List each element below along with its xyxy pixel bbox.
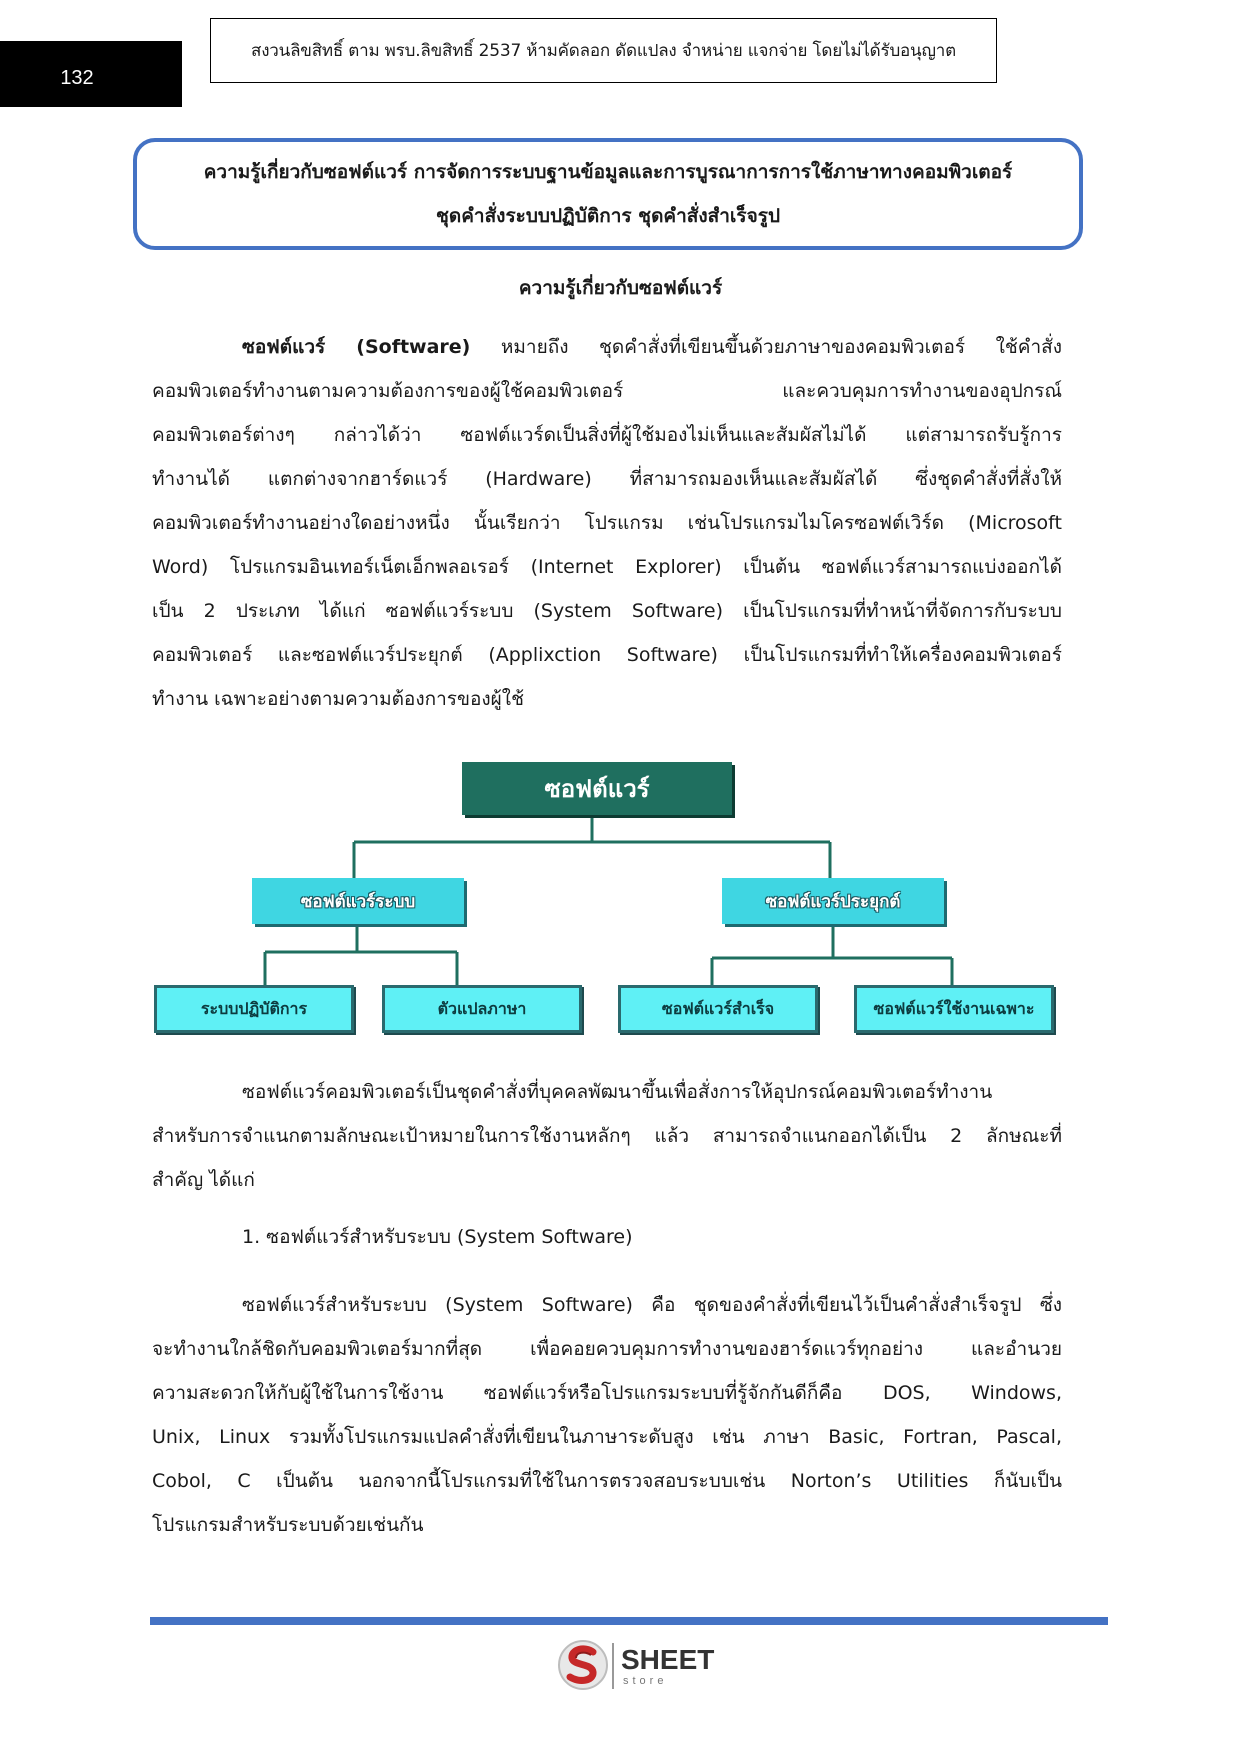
paragraph-line: Unix, Linux รวมทั้งโปรแกรมแปลคำสั่งที่เขียนในภาษาระดับสูง เช่น ภาษา Basic, Fortran, Pascal, [152, 1426, 1062, 1448]
paragraph-line: คอมพิวเตอร์ทำงานตามความต้องการของผู้ใช้คอมพิวเตอร์ และควบคุมการทำงานของอุปกรณ์ [152, 380, 1062, 402]
node-language-translator: ตัวแปลภาษา [382, 985, 582, 1033]
paragraph-line: Word) โปรแกรมอินเทอร์เน็ตเอ็กพลอเรอร์ (Internet Explorer) เป็นต้น ซอฟต์แวร์สามารถแบ่งออกได้ [152, 556, 1062, 578]
footer-divider [150, 1617, 1108, 1625]
paragraph-line: คอมพิวเตอร์ และซอฟต์แวร์ประยุกต์ (Applixction Software) เป็นโปรแกรมที่ทำให้เครื่องคอมพิวเตอร์ [152, 644, 1062, 666]
chapter-title-box [133, 138, 1083, 250]
sheet-store-logo-icon [555, 1635, 611, 1695]
paragraph-line: คอมพิวเตอร์ทำงานอย่างใดอย่างหนึ่ง นั้นเรียกว่า โปรแกรม เช่นโปรแกรมไมโครซอฟต์เวิร์ด (Microsoft [152, 512, 1062, 534]
copyright-notice: สงวนลิขสิทธิ์ ตาม พรบ.ลิขสิทธิ์ 2537 ห้ามคัดลอก ดัดแปลง จำหน่าย แจกจ่าย โดยไม่ได้รับอนุญาต [210, 18, 997, 83]
node-packaged-software: ซอฟต์แวร์สำเร็จ [618, 985, 818, 1033]
paragraph-line: ซอฟต์แวร์คอมพิวเตอร์เป็นชุดคำสั่งที่บุคคลพัฒนาขึ้นเพื่อสั่งการให้อุปกรณ์คอมพิวเตอร์ทำงาน [242, 1081, 993, 1103]
node-software: ซอฟต์แวร์ [462, 762, 732, 815]
paragraph-software-types-intro [152, 1070, 1062, 1202]
paragraph-line: ทำงานได้ แตกต่างจากฮาร์ดแวร์ (Hardware) ที่สามารถมองเห็นและสัมผัสได้ ซึ่งชุดคำสั่งที่สั่งให้ [152, 468, 1062, 490]
paragraph-line: โปรแกรมสำหรับระบบด้วยเช่นกัน [152, 1514, 424, 1536]
node-operating-system: ระบบปฏิบัติการ [154, 985, 354, 1033]
term-software: ซอฟต์แวร์ (Software) [242, 336, 471, 358]
paragraph-line: คอมพิวเตอร์ต่างๆ กล่าวได้ว่า ซอฟต์แวร์ดเป็นสิ่งที่ผู้ใช้มองไม่เห็นและสัมผัสไม่ได้ แต่สามารถรับรู้การ [152, 424, 1062, 446]
chapter-title-line-1: ความรู้เกี่ยวกับซอฟต์แวร์ การจัดการระบบฐานข้อมูลและการบูรณาการการใช้ภาษาทางคอมพิวเตอร์ [203, 161, 1013, 183]
section-heading: ความรู้เกี่ยวกับซอฟต์แวร์ [518, 277, 723, 299]
logo-separator [612, 1643, 614, 1689]
page-number: 132 [60, 66, 94, 89]
logo-subtext: store [623, 1675, 668, 1687]
paragraph-line: ความสะดวกให้กับผู้ใช้ในการใช้งาน ซอฟต์แวร์หรือโปรแกรมระบบที่รู้จักกันดีก็คือ DOS, Windows, [152, 1382, 1062, 1404]
paragraph-line: Cobol, C เป็นต้น นอกจากนี้โปรแกรมที่ใช้ในการตรวจสอบระบบเช่น Norton’s Utilities ก็นับเป็น [152, 1470, 1062, 1492]
node-system-software: ซอฟต์แวร์ระบบ [252, 878, 464, 924]
list-item-system-software: 1. ซอฟต์แวร์สำหรับระบบ (System Software) [242, 1226, 633, 1248]
paragraph-line: จะทำงานใกล้ชิดกับคอมพิวเตอร์มากที่สุด เพื่อคอยควบคุมการทำงานของฮาร์ดแวร์ทุกอย่าง และอำนวย [152, 1338, 1062, 1360]
paragraph-line: ทำงาน เฉพาะอย่างตามความต้องการของผู้ใช้ [152, 688, 524, 710]
paragraph-software-definition [152, 325, 1062, 721]
paragraph-system-software [152, 1283, 1062, 1547]
node-specific-use-software: ซอฟต์แวร์ใช้งานเฉพาะ [854, 985, 1054, 1033]
paragraph-line: เป็น 2 ประเภท ได้แก่ ซอฟต์แวร์ระบบ (System Software) เป็นโปรแกรมที่ทำหน้าที่จัดการกับระบบ [152, 600, 1062, 622]
software-hierarchy-diagram [152, 760, 1072, 1040]
page-number-box [0, 41, 182, 107]
paragraph-line [152, 325, 1062, 369]
paragraph-line-rest: หมายถึง ชุดคำสั่งที่เขียนขึ้นด้วยภาษาของคอมพิวเตอร์ ใช้คำสั่ง [470, 336, 1062, 358]
paragraph-line: ซอฟต์แวร์สำหรับระบบ (System Software) คือ ชุดของคำสั่งที่เขียนไว้เป็นคำสั่งสำเร็จรูป ซึ่ง [242, 1294, 1062, 1316]
chapter-title-line-2: ชุดคำสั่งระบบปฏิบัติการ ชุดคำสั่งสำเร็จรูป [435, 205, 781, 227]
node-application-software: ซอฟต์แวร์ประยุกต์ [722, 878, 944, 924]
paragraph-line: สำคัญ ได้แก่ [152, 1169, 255, 1191]
paragraph-line: สำหรับการจำแนกตามลักษณะเป้าหมายในการใช้งานหลักๆ แล้ว สามารถจำแนกออกได้เป็น 2 ลักษณะที่ [152, 1125, 1062, 1147]
logo-text: SHEET [621, 1644, 715, 1675]
sheet-store-logo [555, 1635, 735, 1695]
